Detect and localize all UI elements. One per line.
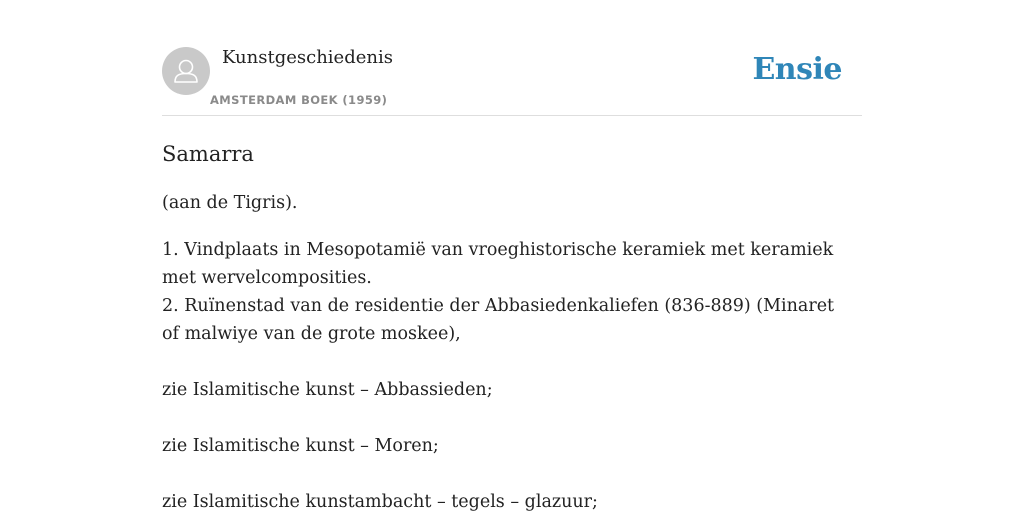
avatar[interactable] — [162, 47, 210, 95]
spacer — [162, 460, 852, 488]
cross-reference-link[interactable]: zie Islamitische kunst – Moren; — [162, 436, 439, 456]
list-item: 2. Ruïnenstad van de residentie der Abbasiedenkaliefen (836-889) (Minaret of malwiye van de grote moskee), — [162, 296, 835, 344]
spacer — [162, 404, 852, 432]
divider — [162, 115, 862, 116]
book-subtitle: AMSTERDAM BOEK (1959) — [210, 93, 388, 107]
article — [162, 138, 852, 512]
brand-logo[interactable]: Ensie — [752, 52, 842, 87]
page-title: Samarra — [162, 142, 254, 166]
spacer — [162, 348, 852, 376]
list-item: 1. Vindplaats in Mesopotamië van vroeghistorische keramiek met keramiek met wervelcomposities. — [162, 240, 834, 288]
book-title[interactable]: Kunstgeschiedenis — [222, 47, 393, 68]
cross-reference-link[interactable]: zie Islamitische kunstambacht – tegels – glazuur; — [162, 492, 598, 512]
header — [162, 46, 862, 116]
user-icon — [162, 47, 210, 95]
article-subtitle: (aan de Tigris). — [162, 193, 298, 213]
cross-reference-link[interactable]: zie Islamitische kunst – Abbassieden; — [162, 380, 493, 400]
